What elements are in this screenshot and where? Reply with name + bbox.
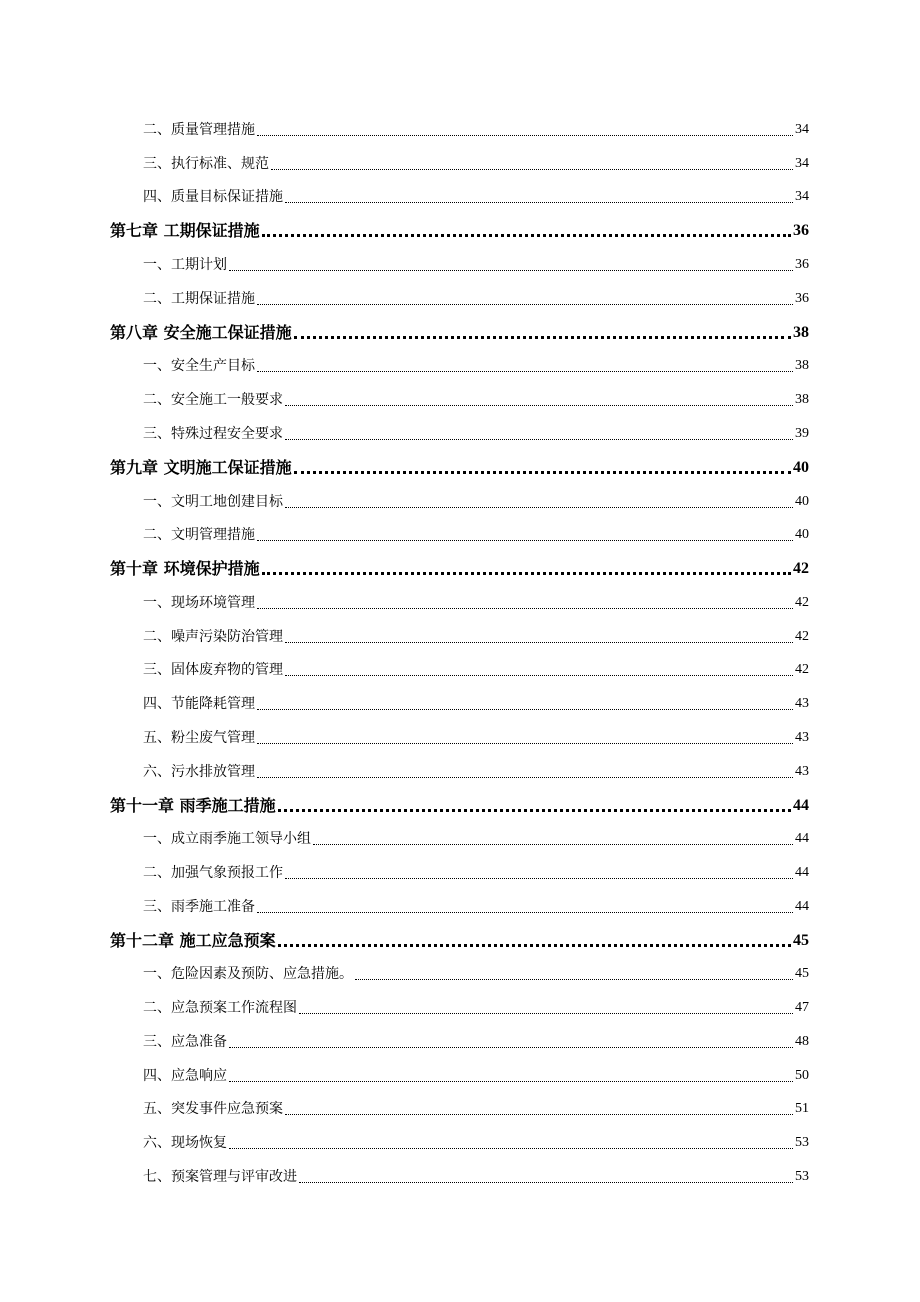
toc-dot-leader (257, 912, 793, 913)
toc-dot-leader (355, 979, 793, 980)
toc-entry-page-number: 36 (795, 291, 809, 306)
toc-dot-leader (262, 572, 791, 575)
toc-entry-title: 二、质量管理措施 (143, 122, 255, 138)
toc-entry-page-number: 42 (795, 662, 809, 677)
toc-entry-title: 一、现场环境管理 (143, 595, 255, 611)
toc-dot-leader (271, 169, 793, 170)
toc-entry-quality-management[interactable] (143, 116, 809, 140)
toc-entry-page-number: 43 (795, 696, 809, 711)
toc-entry-safety-target[interactable] (143, 352, 809, 376)
toc-entry-title: 二、应急预案工作流程图 (143, 1000, 297, 1016)
toc-entry-page-number: 42 (795, 595, 809, 610)
toc-chapter-page-number: 40 (793, 459, 809, 476)
toc-entry-title: 五、粉尘废气管理 (143, 730, 255, 746)
toc-entry-title: 三、雨季施工准备 (143, 899, 255, 915)
toc-entry-weather-forecast[interactable] (143, 859, 809, 883)
toc-entry-title: 四、节能降耗管理 (143, 696, 255, 712)
toc-entry-hazard-prevention[interactable] (143, 960, 809, 984)
toc-entry-safety-general[interactable] (143, 386, 809, 410)
toc-dot-leader (285, 507, 793, 508)
toc-dot-leader (278, 809, 791, 812)
toc-entry-title: 一、工期计划 (143, 257, 227, 273)
toc-chapter-9[interactable] (110, 454, 809, 478)
toc-entry-page-number: 44 (795, 865, 809, 880)
toc-entry-title: 二、工期保证措施 (143, 291, 255, 307)
toc-dot-leader (285, 405, 793, 406)
toc-dot-leader (229, 270, 793, 271)
toc-entry-noise-control[interactable] (143, 623, 809, 647)
toc-dot-leader (294, 471, 791, 474)
toc-chapter-page-number: 42 (793, 560, 809, 577)
toc-dot-leader (294, 336, 791, 339)
toc-chapter-10[interactable] (110, 555, 809, 579)
toc-dot-leader (262, 234, 791, 237)
toc-entry-page-number: 43 (795, 730, 809, 745)
toc-dot-leader (257, 304, 793, 305)
toc-dot-leader (229, 1148, 793, 1149)
toc-entry-page-number: 44 (795, 899, 809, 914)
toc-entry-page-number: 34 (795, 156, 809, 171)
toc-entry-energy-saving[interactable] (143, 690, 809, 714)
toc-entry-title: 四、应急响应 (143, 1068, 227, 1084)
toc-dot-leader (285, 878, 793, 879)
toc-dot-leader (313, 844, 793, 845)
toc-chapter-page-number: 38 (793, 324, 809, 341)
toc-dot-leader (257, 777, 793, 778)
toc-entry-title: 四、质量目标保证措施 (143, 189, 283, 205)
toc-chapter-page-number: 45 (793, 932, 809, 949)
toc-entry-title: 五、突发事件应急预案 (143, 1101, 283, 1117)
toc-entry-page-number: 44 (795, 831, 809, 846)
toc-entry-plan-review[interactable] (143, 1163, 809, 1187)
toc-entry-title: 三、应急准备 (143, 1034, 227, 1050)
toc-entry-rain-preparation[interactable] (143, 893, 809, 917)
toc-chapter-page-number: 36 (793, 222, 809, 239)
toc-entry-page-number: 51 (795, 1101, 809, 1116)
toc-entry-title: 一、文明工地创建目标 (143, 494, 283, 510)
toc-entry-rain-team[interactable] (143, 825, 809, 849)
toc-entry-page-number: 53 (795, 1135, 809, 1150)
toc-entry-title: 二、文明管理措施 (143, 527, 255, 543)
toc-entry-schedule-guarantee[interactable] (143, 285, 809, 309)
toc-entry-solid-waste[interactable] (143, 656, 809, 680)
toc-entry-title: 六、现场恢复 (143, 1135, 227, 1151)
toc-dot-leader (285, 675, 793, 676)
toc-dot-leader (257, 135, 793, 136)
toc-entry-title: 一、危险因素及预防、应急措施。 (143, 966, 353, 982)
toc-entry-page-number: 38 (795, 392, 809, 407)
toc-chapter-12[interactable] (110, 927, 809, 951)
toc-entry-incident-plan[interactable] (143, 1095, 809, 1119)
toc-dot-leader (229, 1081, 793, 1082)
toc-chapter-title: 第十章 环境保护措施 (110, 559, 260, 578)
toc-dot-leader (257, 709, 793, 710)
toc-entry-quality-target[interactable] (143, 183, 809, 207)
toc-entry-page-number: 39 (795, 426, 809, 441)
toc-entry-title: 七、预案管理与评审改进 (143, 1169, 297, 1185)
toc-entry-page-number: 45 (795, 966, 809, 981)
toc-dot-leader (285, 1114, 793, 1115)
toc-dot-leader (299, 1182, 793, 1183)
toc-entry-title: 六、污水排放管理 (143, 764, 255, 780)
toc-entry-page-number: 38 (795, 358, 809, 373)
toc-entry-safety-special[interactable] (143, 420, 809, 444)
toc-entry-civilized-management[interactable] (143, 521, 809, 545)
toc-dot-leader (299, 1013, 793, 1014)
toc-entry-title: 三、执行标准、规范 (143, 156, 269, 172)
toc-entry-page-number: 34 (795, 122, 809, 137)
toc-entry-page-number: 50 (795, 1068, 809, 1083)
toc-dot-leader (285, 202, 793, 203)
toc-entry-title: 一、安全生产目标 (143, 358, 255, 374)
toc-entry-page-number: 36 (795, 257, 809, 272)
toc-chapter-title: 第十一章 雨季施工措施 (110, 796, 276, 815)
toc-chapter-title: 第九章 文明施工保证措施 (110, 458, 292, 477)
toc-entry-page-number: 47 (795, 1000, 809, 1015)
toc-entry-civilized-target[interactable] (143, 488, 809, 512)
toc-entry-emergency-flowchart[interactable] (143, 994, 809, 1018)
toc-dot-leader (285, 642, 793, 643)
toc-entry-page-number: 53 (795, 1169, 809, 1184)
toc-entry-title: 二、安全施工一般要求 (143, 392, 283, 408)
toc-entry-page-number: 42 (795, 629, 809, 644)
toc-entry-site-environment[interactable] (143, 589, 809, 613)
toc-entry-page-number: 43 (795, 764, 809, 779)
toc-entry-dust-gas[interactable] (143, 724, 809, 748)
toc-chapter-7[interactable] (110, 217, 809, 241)
toc-entry-emergency-response[interactable] (143, 1062, 809, 1086)
toc-dot-leader (257, 608, 793, 609)
toc-dot-leader (257, 540, 793, 541)
toc-entry-sewage[interactable] (143, 758, 809, 782)
toc-dot-leader (229, 1047, 793, 1048)
toc-entry-title: 二、噪声污染防治管理 (143, 629, 283, 645)
toc-entry-standards[interactable] (143, 150, 809, 174)
toc-dot-leader (257, 371, 793, 372)
toc-entry-page-number: 40 (795, 494, 809, 509)
toc-entry-schedule-plan[interactable] (143, 251, 809, 275)
toc-chapter-title: 第七章 工期保证措施 (110, 221, 260, 240)
toc-entry-page-number: 48 (795, 1034, 809, 1049)
toc-chapter-page-number: 44 (793, 797, 809, 814)
toc-entry-site-recovery[interactable] (143, 1129, 809, 1153)
toc-entry-page-number: 40 (795, 527, 809, 542)
toc-chapter-11[interactable] (110, 792, 809, 816)
toc-entry-page-number: 34 (795, 189, 809, 204)
toc-dot-leader (278, 944, 791, 947)
toc-entry-title: 二、加强气象预报工作 (143, 865, 283, 881)
toc-dot-leader (285, 439, 793, 440)
toc-dot-leader (257, 743, 793, 744)
toc-chapter-8[interactable] (110, 319, 809, 343)
toc-chapter-title: 第八章 安全施工保证措施 (110, 323, 292, 342)
toc-entry-title: 三、固体废弃物的管理 (143, 662, 283, 678)
toc-entry-emergency-preparation[interactable] (143, 1028, 809, 1052)
toc-chapter-title: 第十二章 施工应急预案 (110, 931, 276, 950)
toc-entry-title: 三、特殊过程安全要求 (143, 426, 283, 442)
toc-entry-title: 一、成立雨季施工领导小组 (143, 831, 311, 847)
